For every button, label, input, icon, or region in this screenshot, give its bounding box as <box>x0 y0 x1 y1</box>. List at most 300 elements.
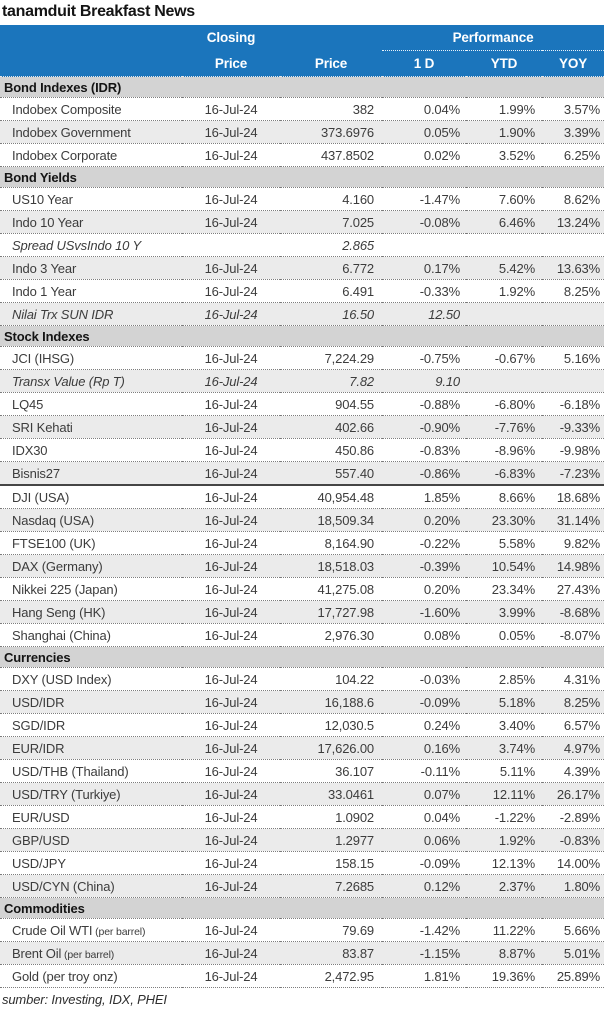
instrument-label <box>0 188 182 211</box>
price-value: 2,472.95 <box>280 965 382 988</box>
change-1d: 0.02% <box>382 144 466 167</box>
change-1d: 0.06% <box>382 829 466 852</box>
instrument-unit: (per barrel) <box>92 925 146 938</box>
closing-date: 16-Jul-24 <box>182 280 280 303</box>
price-value: 18,509.34 <box>280 509 382 532</box>
change-yoy: 8.25% <box>542 691 604 714</box>
change-1d: 0.17% <box>382 257 466 280</box>
change-ytd: -0.67% <box>466 347 542 370</box>
change-1d: 0.04% <box>382 806 466 829</box>
price-value: 18,518.03 <box>280 555 382 578</box>
change-ytd: 5.11% <box>466 760 542 783</box>
closing-date: 16-Jul-24 <box>182 737 280 760</box>
instrument-name: US10 Year <box>12 191 73 207</box>
change-ytd: 5.18% <box>466 691 542 714</box>
instrument-label <box>0 942 182 965</box>
change-1d: 9.10 <box>382 370 466 393</box>
table-row <box>0 852 604 875</box>
price-value: 158.15 <box>280 852 382 875</box>
header-price: Price <box>280 51 382 77</box>
change-1d: 0.05% <box>382 121 466 144</box>
instrument-label <box>0 211 182 234</box>
market-table <box>0 25 604 988</box>
change-1d: -1.15% <box>382 942 466 965</box>
change-1d: 0.07% <box>382 783 466 806</box>
change-ytd: 8.66% <box>466 485 542 509</box>
table-row <box>0 942 604 965</box>
page-title: tanamduit Breakfast News <box>2 3 195 20</box>
change-yoy: 14.98% <box>542 555 604 578</box>
instrument-name: USD/TRY (Turkiye) <box>12 786 121 802</box>
closing-date: 16-Jul-24 <box>182 578 280 601</box>
change-yoy: 8.25% <box>542 280 604 303</box>
table-row <box>0 280 604 303</box>
closing-date: 16-Jul-24 <box>182 806 280 829</box>
instrument-label <box>0 370 182 393</box>
instrument-label <box>0 144 182 167</box>
change-1d: 12.50 <box>382 303 466 326</box>
instrument-label <box>0 98 182 121</box>
change-yoy: -7.23% <box>542 462 604 486</box>
price-value: 7.2685 <box>280 875 382 898</box>
table-row <box>0 624 604 647</box>
instrument-label <box>0 509 182 532</box>
change-yoy: 18.68% <box>542 485 604 509</box>
change-1d: 0.08% <box>382 624 466 647</box>
instrument-name: Nasdaq (USA) <box>12 512 95 528</box>
change-1d: -0.39% <box>382 555 466 578</box>
change-yoy: 25.89% <box>542 965 604 988</box>
instrument-name: Shanghai (China) <box>12 627 111 643</box>
change-ytd: 19.36% <box>466 965 542 988</box>
closing-date: 16-Jul-24 <box>182 370 280 393</box>
closing-date: 16-Jul-24 <box>182 393 280 416</box>
table-row <box>0 919 604 942</box>
change-yoy: 14.00% <box>542 852 604 875</box>
change-ytd: 11.22% <box>466 919 542 942</box>
closing-date: 16-Jul-24 <box>182 668 280 691</box>
price-value: 33.0461 <box>280 783 382 806</box>
instrument-label <box>0 965 182 988</box>
change-1d: -0.33% <box>382 280 466 303</box>
price-value: 36.107 <box>280 760 382 783</box>
instrument-name: GBP/USD <box>12 832 70 848</box>
change-ytd: -6.80% <box>466 393 542 416</box>
price-value: 2,976.30 <box>280 624 382 647</box>
section-header-row <box>0 167 604 188</box>
change-1d: -0.88% <box>382 393 466 416</box>
change-ytd: 1.92% <box>466 280 542 303</box>
instrument-label <box>0 624 182 647</box>
price-value: 17,626.00 <box>280 737 382 760</box>
table-row <box>0 737 604 760</box>
change-yoy: 3.57% <box>542 98 604 121</box>
price-value: 437.8502 <box>280 144 382 167</box>
change-1d: -1.60% <box>382 601 466 624</box>
instrument-name: USD/JPY <box>12 855 66 871</box>
instrument-label <box>0 347 182 370</box>
header-ytd: YTD <box>466 51 542 77</box>
change-yoy: 5.01% <box>542 942 604 965</box>
header-yoy: YOY <box>542 51 604 77</box>
instrument-name: Nilai Trx SUN IDR <box>12 306 114 322</box>
instrument-label <box>0 714 182 737</box>
change-ytd: -1.22% <box>466 806 542 829</box>
change-yoy: 4.39% <box>542 760 604 783</box>
instrument-name: SRI Kehati <box>12 419 73 435</box>
table-row <box>0 691 604 714</box>
table-row <box>0 144 604 167</box>
change-ytd: 3.74% <box>466 737 542 760</box>
instrument-name: Hang Seng (HK) <box>12 604 106 620</box>
closing-date: 16-Jul-24 <box>182 462 280 486</box>
header-spacer <box>280 25 382 51</box>
price-value: 1.0902 <box>280 806 382 829</box>
price-value: 16.50 <box>280 303 382 326</box>
instrument-name: Indo 10 Year <box>12 214 84 230</box>
change-ytd <box>466 370 542 393</box>
change-1d: -0.83% <box>382 439 466 462</box>
change-yoy: 6.25% <box>542 144 604 167</box>
table-row <box>0 439 604 462</box>
change-ytd: 12.11% <box>466 783 542 806</box>
instrument-label <box>0 852 182 875</box>
instrument-label <box>0 668 182 691</box>
closing-date: 16-Jul-24 <box>182 875 280 898</box>
table-row <box>0 98 604 121</box>
instrument-label <box>0 234 182 257</box>
header-row-columns <box>0 51 604 77</box>
change-1d: -0.75% <box>382 347 466 370</box>
change-yoy: 1.80% <box>542 875 604 898</box>
closing-date: 16-Jul-24 <box>182 347 280 370</box>
price-value: 4.160 <box>280 188 382 211</box>
table-row <box>0 211 604 234</box>
section-title: Bond Indexes (IDR) <box>0 77 604 98</box>
table-row <box>0 416 604 439</box>
instrument-name: Indobex Corporate <box>12 147 118 163</box>
section-title: Currencies <box>0 647 604 668</box>
market-table-body <box>0 77 604 988</box>
change-ytd <box>466 303 542 326</box>
closing-date: 16-Jul-24 <box>182 509 280 532</box>
change-ytd: 23.30% <box>466 509 542 532</box>
table-row <box>0 668 604 691</box>
closing-date: 16-Jul-24 <box>182 555 280 578</box>
closing-date: 16-Jul-24 <box>182 144 280 167</box>
instrument-label <box>0 578 182 601</box>
change-ytd <box>466 234 542 257</box>
instrument-label <box>0 691 182 714</box>
table-row <box>0 370 604 393</box>
closing-date: 16-Jul-24 <box>182 188 280 211</box>
instrument-label <box>0 760 182 783</box>
price-value: 402.66 <box>280 416 382 439</box>
table-row <box>0 965 604 988</box>
instrument-label <box>0 393 182 416</box>
instrument-name: Indobex Government <box>12 124 131 140</box>
table-row <box>0 485 604 509</box>
change-1d: 0.24% <box>382 714 466 737</box>
closing-date: 16-Jul-24 <box>182 760 280 783</box>
change-ytd: 3.52% <box>466 144 542 167</box>
change-yoy: -6.18% <box>542 393 604 416</box>
change-ytd: 6.46% <box>466 211 542 234</box>
change-1d: -0.09% <box>382 852 466 875</box>
section-header-row <box>0 898 604 919</box>
change-1d: -1.42% <box>382 919 466 942</box>
header-closing-price: Price <box>182 51 280 77</box>
table-row <box>0 393 604 416</box>
instrument-name: LQ45 <box>12 396 44 412</box>
instrument-label <box>0 555 182 578</box>
change-yoy: -2.89% <box>542 806 604 829</box>
closing-date: 16-Jul-24 <box>182 532 280 555</box>
change-ytd: 1.99% <box>466 98 542 121</box>
table-row <box>0 578 604 601</box>
closing-date: 16-Jul-24 <box>182 829 280 852</box>
instrument-name: FTSE100 (UK) <box>12 535 96 551</box>
change-ytd: 0.05% <box>466 624 542 647</box>
section-header-row <box>0 647 604 668</box>
price-value: 7.82 <box>280 370 382 393</box>
closing-date: 16-Jul-24 <box>182 691 280 714</box>
change-ytd: 2.37% <box>466 875 542 898</box>
closing-date: 16-Jul-24 <box>182 211 280 234</box>
table-row <box>0 347 604 370</box>
change-yoy: 13.63% <box>542 257 604 280</box>
change-ytd: 10.54% <box>466 555 542 578</box>
table-header <box>0 25 604 77</box>
price-value: 17,727.98 <box>280 601 382 624</box>
table-row <box>0 714 604 737</box>
price-value: 16,188.6 <box>280 691 382 714</box>
change-1d: 0.20% <box>382 578 466 601</box>
change-yoy <box>542 370 604 393</box>
change-ytd: 7.60% <box>466 188 542 211</box>
change-ytd: 1.90% <box>466 121 542 144</box>
instrument-name: Indo 3 Year <box>12 260 77 276</box>
header-performance: Performance <box>382 25 604 51</box>
table-row <box>0 532 604 555</box>
price-value: 83.87 <box>280 942 382 965</box>
closing-date: 16-Jul-24 <box>182 303 280 326</box>
instrument-name: IDX30 <box>12 442 48 458</box>
instrument-name: Crude Oil WTI <box>12 922 93 938</box>
header-row-group <box>0 25 604 51</box>
table-row <box>0 806 604 829</box>
change-ytd: 8.87% <box>466 942 542 965</box>
change-1d: 0.04% <box>382 98 466 121</box>
price-value: 12,030.5 <box>280 714 382 737</box>
price-value: 7,224.29 <box>280 347 382 370</box>
table-row <box>0 509 604 532</box>
instrument-name: Indobex Composite <box>12 101 122 117</box>
instrument-name: Gold (per troy onz) <box>12 968 118 984</box>
table-row <box>0 257 604 280</box>
change-ytd: 5.42% <box>466 257 542 280</box>
instrument-label <box>0 806 182 829</box>
change-yoy: 4.97% <box>542 737 604 760</box>
closing-date: 16-Jul-24 <box>182 783 280 806</box>
price-value: 382 <box>280 98 382 121</box>
closing-date: 16-Jul-24 <box>182 624 280 647</box>
closing-date: 16-Jul-24 <box>182 439 280 462</box>
instrument-label <box>0 783 182 806</box>
table-row <box>0 829 604 852</box>
table-row <box>0 188 604 211</box>
change-1d: -1.47% <box>382 188 466 211</box>
price-value: 6.491 <box>280 280 382 303</box>
price-value: 41,275.08 <box>280 578 382 601</box>
change-ytd: 12.13% <box>466 852 542 875</box>
change-1d: -0.22% <box>382 532 466 555</box>
closing-date: 16-Jul-24 <box>182 257 280 280</box>
section-title: Stock Indexes <box>0 326 604 347</box>
price-value: 7.025 <box>280 211 382 234</box>
instrument-name: USD/CYN (China) <box>12 878 115 894</box>
instrument-name: USD/THB (Thailand) <box>12 763 129 779</box>
change-yoy: 5.66% <box>542 919 604 942</box>
change-yoy <box>542 303 604 326</box>
instrument-label <box>0 485 182 509</box>
change-yoy: -8.07% <box>542 624 604 647</box>
table-row <box>0 462 604 486</box>
instrument-label <box>0 532 182 555</box>
change-ytd: 23.34% <box>466 578 542 601</box>
header-closing: Closing <box>182 25 280 51</box>
instrument-name: EUR/IDR <box>12 740 65 756</box>
instrument-label <box>0 439 182 462</box>
price-value: 6.772 <box>280 257 382 280</box>
change-yoy: 3.39% <box>542 121 604 144</box>
closing-date: 16-Jul-24 <box>182 919 280 942</box>
instrument-label <box>0 737 182 760</box>
closing-date: 16-Jul-24 <box>182 601 280 624</box>
change-ytd: 5.58% <box>466 532 542 555</box>
change-1d: -0.09% <box>382 691 466 714</box>
change-yoy: 5.16% <box>542 347 604 370</box>
instrument-label <box>0 601 182 624</box>
change-1d: 0.20% <box>382 509 466 532</box>
instrument-name: Brent Oil <box>12 945 62 961</box>
closing-date: 16-Jul-24 <box>182 121 280 144</box>
change-ytd: -7.76% <box>466 416 542 439</box>
instrument-label <box>0 829 182 852</box>
price-value: 557.40 <box>280 462 382 486</box>
change-yoy: 31.14% <box>542 509 604 532</box>
instrument-label <box>0 875 182 898</box>
table-row <box>0 303 604 326</box>
change-yoy: 13.24% <box>542 211 604 234</box>
instrument-name: Nikkei 225 (Japan) <box>12 581 118 597</box>
change-1d: 0.16% <box>382 737 466 760</box>
price-value: 1.2977 <box>280 829 382 852</box>
closing-date <box>182 234 280 257</box>
change-yoy: 8.62% <box>542 188 604 211</box>
closing-date: 16-Jul-24 <box>182 485 280 509</box>
change-1d: -0.86% <box>382 462 466 486</box>
closing-date: 16-Jul-24 <box>182 852 280 875</box>
table-row <box>0 121 604 144</box>
change-yoy: 26.17% <box>542 783 604 806</box>
price-value: 8,164.90 <box>280 532 382 555</box>
price-value: 104.22 <box>280 668 382 691</box>
instrument-name: EUR/USD <box>12 809 70 825</box>
closing-date: 16-Jul-24 <box>182 98 280 121</box>
change-ytd: 2.85% <box>466 668 542 691</box>
table-row <box>0 875 604 898</box>
change-1d: 1.85% <box>382 485 466 509</box>
change-1d: -0.08% <box>382 211 466 234</box>
price-value: 79.69 <box>280 919 382 942</box>
instrument-name: SGD/IDR <box>12 717 66 733</box>
change-yoy: 27.43% <box>542 578 604 601</box>
instrument-label <box>0 919 182 942</box>
source-note: sumber: Investing, IDX, PHEI <box>2 992 167 1007</box>
change-ytd: -6.83% <box>466 462 542 486</box>
change-ytd: -8.96% <box>466 439 542 462</box>
price-value: 373.6976 <box>280 121 382 144</box>
section-title: Bond Yields <box>0 167 604 188</box>
instrument-label <box>0 257 182 280</box>
section-title: Commodities <box>0 898 604 919</box>
header-spacer <box>0 51 182 77</box>
change-yoy: -9.33% <box>542 416 604 439</box>
change-ytd: 1.92% <box>466 829 542 852</box>
section-header-row <box>0 77 604 98</box>
price-value: 40,954.48 <box>280 485 382 509</box>
change-1d: -0.11% <box>382 760 466 783</box>
change-yoy <box>542 234 604 257</box>
table-row <box>0 601 604 624</box>
instrument-name: Indo 1 Year <box>12 283 77 299</box>
change-1d: 0.12% <box>382 875 466 898</box>
price-value: 2.865 <box>280 234 382 257</box>
table-row <box>0 234 604 257</box>
change-1d: -0.90% <box>382 416 466 439</box>
header-1d: 1 D <box>382 51 466 77</box>
section-header-row <box>0 326 604 347</box>
closing-date: 16-Jul-24 <box>182 965 280 988</box>
instrument-name: DXY (USD Index) <box>12 671 112 687</box>
change-yoy: -9.98% <box>542 439 604 462</box>
instrument-name: Bisnis27 <box>12 465 60 481</box>
change-ytd: 3.99% <box>466 601 542 624</box>
instrument-label <box>0 280 182 303</box>
table-row <box>0 783 604 806</box>
instrument-name: DJI (USA) <box>12 489 70 505</box>
change-yoy: -8.68% <box>542 601 604 624</box>
table-row <box>0 760 604 783</box>
table-row <box>0 555 604 578</box>
price-value: 904.55 <box>280 393 382 416</box>
price-value: 450.86 <box>280 439 382 462</box>
change-1d: 1.81% <box>382 965 466 988</box>
change-ytd: 3.40% <box>466 714 542 737</box>
closing-date: 16-Jul-24 <box>182 942 280 965</box>
instrument-label <box>0 303 182 326</box>
change-yoy: 9.82% <box>542 532 604 555</box>
change-yoy: 6.57% <box>542 714 604 737</box>
change-yoy: 4.31% <box>542 668 604 691</box>
instrument-name: Transx Value (Rp T) <box>12 373 125 389</box>
instrument-name: Spread USvsIndo 10 Y <box>12 237 142 253</box>
instrument-label <box>0 416 182 439</box>
header-spacer <box>0 25 182 51</box>
closing-date: 16-Jul-24 <box>182 416 280 439</box>
change-1d: -0.03% <box>382 668 466 691</box>
